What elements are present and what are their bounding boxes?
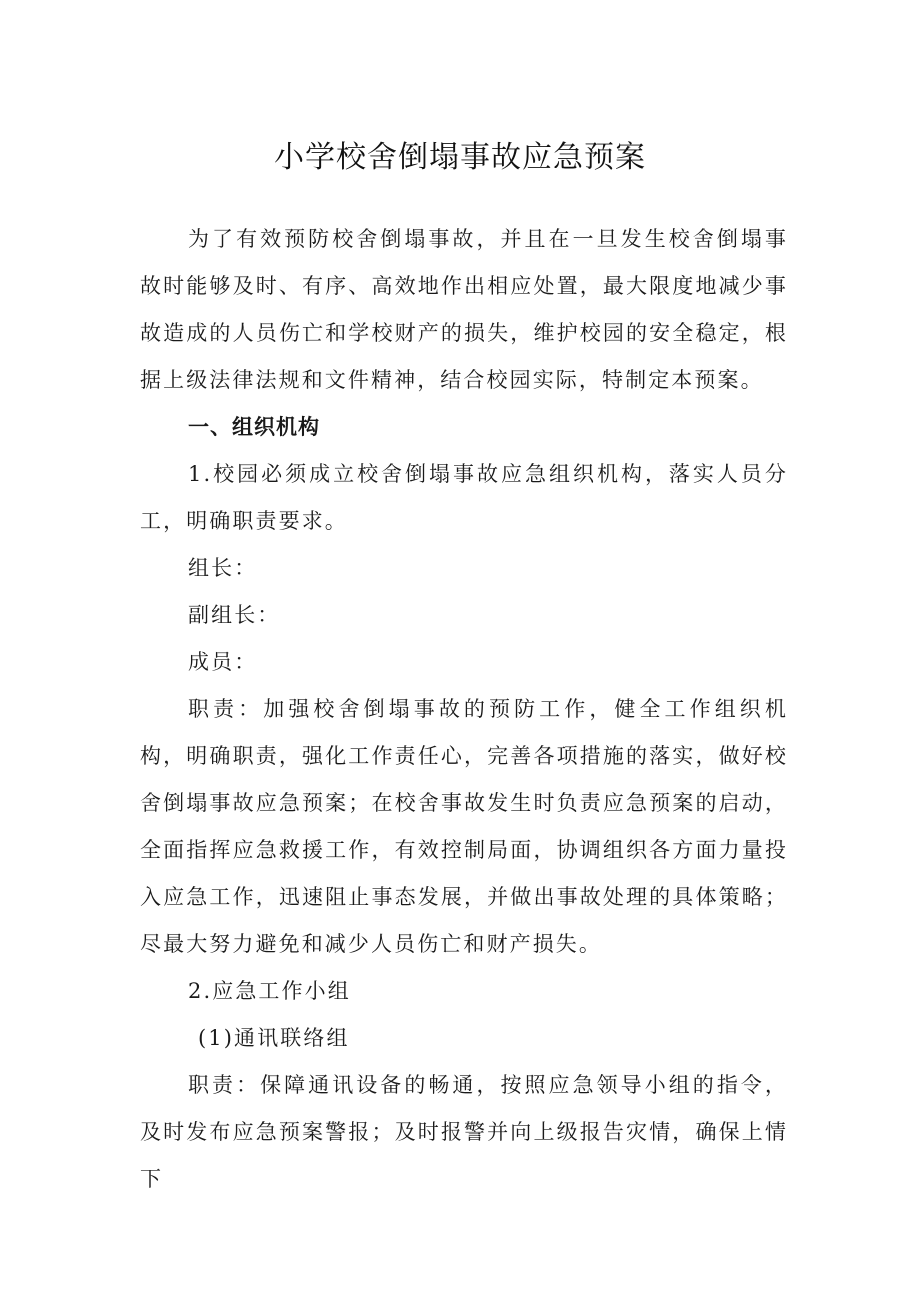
document-title: 小学校舍倒塌事故应急预案 — [274, 140, 646, 175]
subheading-communication-group: (1)通讯联络组 — [198, 1026, 350, 1050]
role-members-line: 成员： — [188, 650, 258, 674]
section-heading-organization: 一、组织机构 — [188, 415, 320, 439]
role-deputy-leader-line: 副组长： — [188, 603, 281, 627]
paragraph-organization-item-1: 1.校园必须成立校舍倒塌事故应急组织机构，落实人员分工，明确职责要求。 — [140, 462, 788, 533]
role-leader-line: 组长： — [188, 556, 258, 580]
intro-paragraph: 为了有效预防校舍倒塌事故，并且在一旦发生校舍倒塌事故时能够及时、有序、高效地作出相应处置，最大限度地减少事故造成的人员伤亡和学校财产的损失，维护校园的安全稳定，根据上级法律法规和文件精神，结合校园实际，特制定本预案。 — [140, 227, 788, 392]
document-body — [140, 216, 788, 1203]
paragraph-leadership-duties: 职责：加强校舍倒塌事故的预防工作，健全工作组织机构，明确职责，强化工作责任心，完善各项措施的落实，做好校舍倒塌事故应急预案；在校舍事故发生时负责应急预案的启动，全面指挥应急救援工作，有效控制局面，协调组织各方面力量投入应急工作，迅速阻止事态发展，并做出事故处理的具体策略；尽最大努力避免和减少人员伤亡和财产损失。 — [140, 697, 788, 956]
paragraph-emergency-groups: 2.应急工作小组 — [188, 979, 351, 1003]
paragraph-communication-duties: 职责：保障通讯设备的畅通，按照应急领导小组的指令，及时发布应急预案警报；及时报警并向上级报告灾情，确保上情下 — [140, 1073, 788, 1191]
